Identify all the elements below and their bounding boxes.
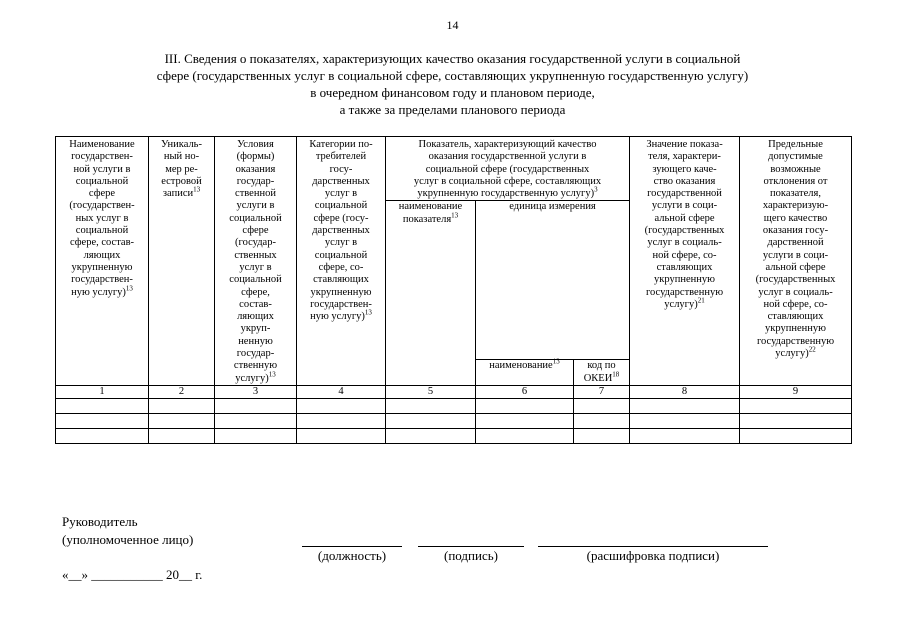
- signature-line: [418, 546, 524, 547]
- header-indicator-value: Значение показа- теля, характери- зующего каче- ство оказания государственной услуги в соци- альной сфере (государственных услуг в социаль- ной сфере, со- ставляющих укрупненную государственную услугу)$^{21}$: [630, 137, 740, 386]
- column-number: 9: [740, 385, 852, 398]
- column-number: 3: [215, 385, 297, 398]
- lines: код по ОКЕИ: [583, 360, 616, 384]
- header-quality-indicator: Показатель, характеризующий качество оказания государственной услуги в социальной сфере (государственных услуг в социальной сфере, составляющих укрупненную государственную услугу)$^3$: [386, 137, 630, 201]
- lines: наименование показателя: [398, 201, 463, 225]
- decoding-line: [538, 546, 768, 547]
- lines: Значение показа- теля, характери- зующего каче- ство оказания государственной услуги в соци- альной сфере (государственных услуг в социаль- ной сфере, со- ставляющих укрупненную государственную услугу): [644, 139, 725, 310]
- date-line: «__» ___________ 20__ г.: [62, 567, 203, 582]
- lines: Категории по- требителей госу- дарственных услуг в социальной сфере (госу- дарственных услуг в социальной сфере, со- ставляющих укрупненную государствен- ную услугу): [309, 139, 373, 323]
- column-number: 8: [630, 385, 740, 398]
- table-row: [56, 413, 852, 428]
- position-caption: (должность): [317, 548, 387, 563]
- header-indicator-name: наименование показателя$^{13}$: [386, 201, 476, 385]
- header-service-name: Наименование государствен- ной услуги в социальной сфере (государствен- ных услуг в социальной сфере, состав- ляющих укрупненную государствен- ную услугу)$^{13}$: [56, 137, 149, 386]
- header-registry-number: Уникаль- ный но- мер ре- естровой записи$^{13}$: [149, 137, 215, 386]
- header-okei-code: код по ОКЕИ$^{18}$: [574, 360, 630, 386]
- column-numbers-row: [56, 385, 852, 398]
- lines: Уникаль- ный но- мер ре- естровой записи: [161, 139, 202, 200]
- lines: Наименование государствен- ной услуги в социальной сфере (государствен- ных услуг в социальной сфере, состав- ляющих укрупненную государствен- ную услугу): [69, 139, 135, 298]
- lines: Предельные допустимые возможные отклонения от показателя, характеризую- щего качество оказания госу- дарственной услуги в соци- альной сфере (государственных услуг в социаль- ной сфере, со- ставляющих укрупненную государственную услугу): [755, 139, 836, 360]
- table-row: [56, 398, 852, 413]
- header-consumer-categories: Категории по- требителей госу- дарственных услуг в социальной сфере (госу- дарственных услуг в социальной сфере, со- ставляющих укрупненную государствен- ную услугу)$^{13}$: [297, 137, 386, 386]
- column-number: 6: [476, 385, 574, 398]
- title-line: сфере (государственных услуг в социальной сфере, составляющих укрупненную государственную услугу): [156, 68, 749, 83]
- column-number: 7: [574, 385, 630, 398]
- header-allowed-deviation: Предельные допустимые возможные отклонения от показателя, характеризую- щего качество оказания госу- дарственной услуги в соци- альной сфере (государственных услуг в социаль- ной сфере, со- ставляющих укрупненную государственную услугу)$^{22}$: [740, 137, 852, 386]
- signer-role-note: (уполномоченное лицо): [62, 532, 194, 547]
- title-line: III. Сведения о показателях, характеризующих качество оказания государственной услуги в социальной: [164, 51, 741, 66]
- header-unit-name: наименование$^{13}$: [476, 360, 574, 386]
- lines: Условия (формы) оказания государ- ственной услуги в социальной сфере (государ- ственных услуг в социальной сфере, состав- ляющих укруп- ненную государ- ственную услугу): [229, 139, 282, 384]
- page-number: 14: [446, 18, 459, 32]
- quality-indicators-table: [55, 136, 852, 444]
- title-line: а также за пределами планового периода: [339, 102, 566, 117]
- position-line: [302, 546, 402, 547]
- title-line: в очередном финансовом году и плановом периоде,: [310, 85, 595, 100]
- section-title: [60, 50, 845, 118]
- decoding-caption: (расшифровка подписи): [586, 548, 720, 563]
- signature-caption: (подпись): [444, 548, 498, 563]
- lines: Показатель, характеризующий качество оказания государственной услуги в социальной сфере (государственных услуг в социальной сфере, составляющих укрупненную государственную услугу): [413, 139, 602, 200]
- table-row: [56, 428, 852, 443]
- signer-role: Руководитель: [62, 514, 138, 529]
- column-number: 2: [149, 385, 215, 398]
- column-number: 1: [56, 385, 149, 398]
- column-number: 5: [386, 385, 476, 398]
- header-conditions: Условия (формы) оказания государ- ственной услуги в социальной сфере (государ- ственных услуг в социальной сфере, состав- ляющих укруп- ненную государ- ственную услугу)$^{13}$: [215, 137, 297, 386]
- header-unit-of-measure: единица измерения: [476, 201, 630, 360]
- column-number: 4: [297, 385, 386, 398]
